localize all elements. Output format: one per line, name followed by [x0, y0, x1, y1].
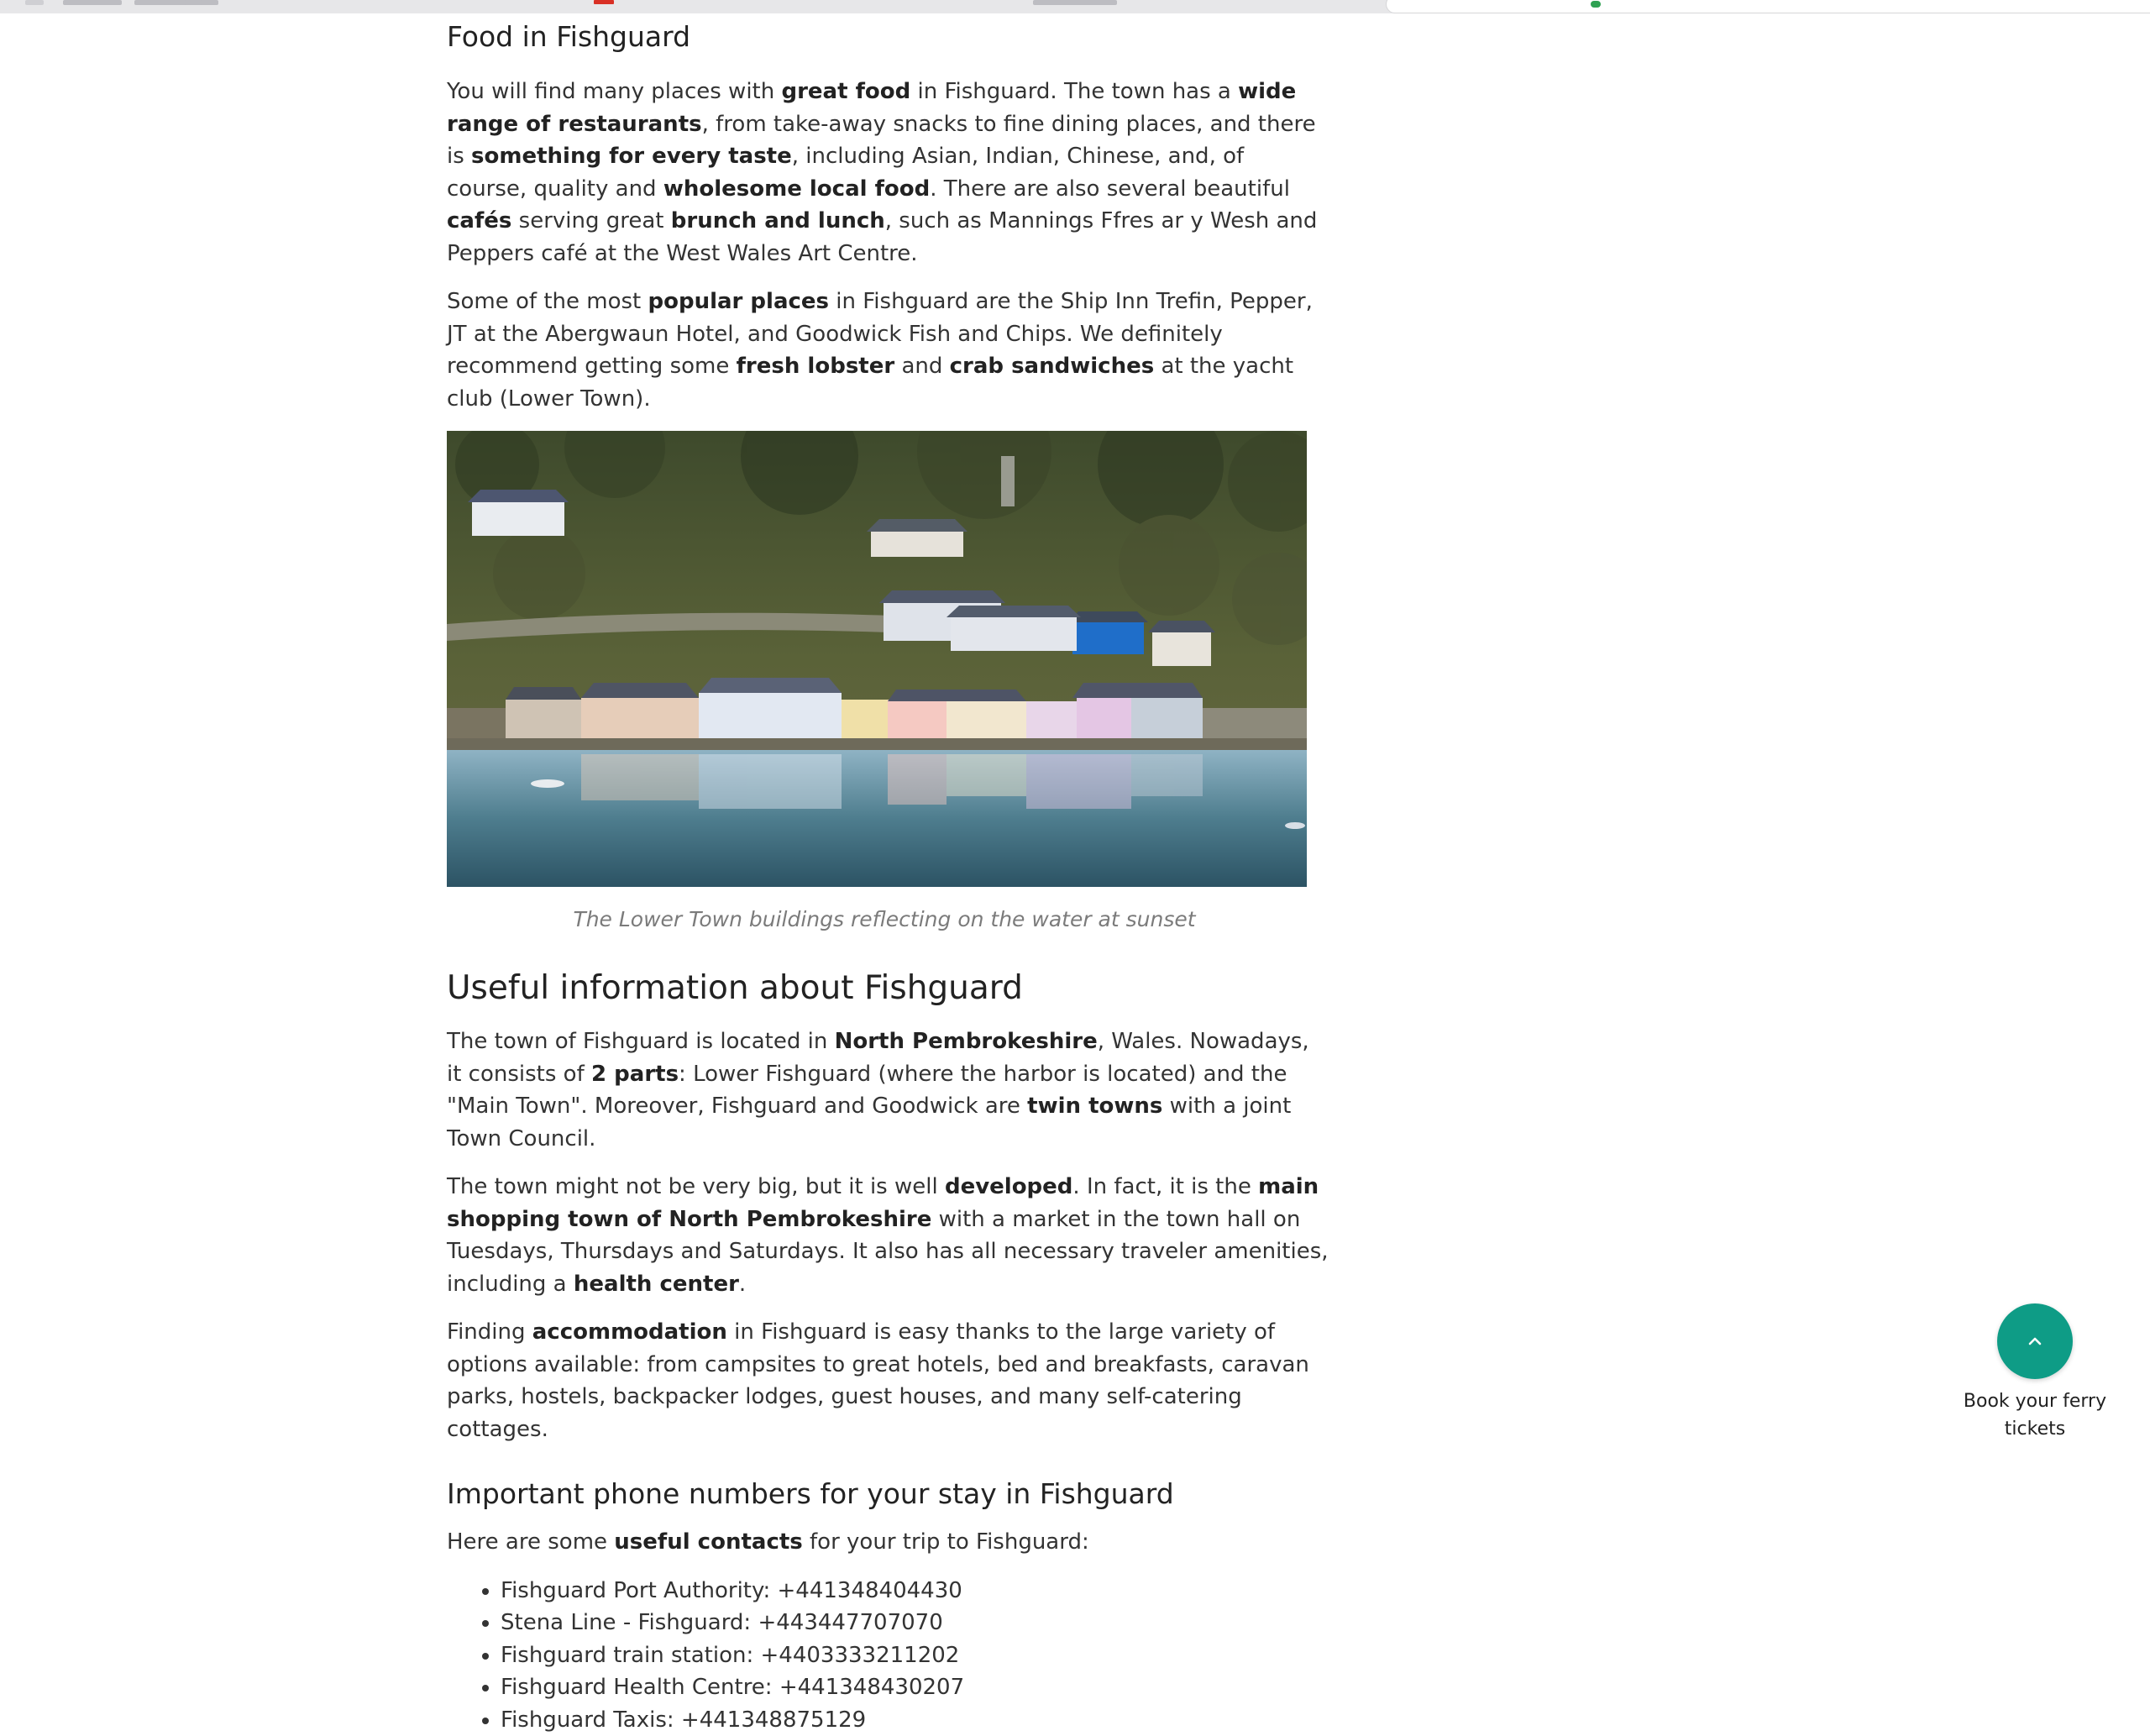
food-heading: Food in Fishguard — [447, 13, 1329, 60]
body-text: in Fishguard. The town has a — [910, 79, 1238, 104]
body-text: , including Asian, Indian, Chinese, and, of course, quality and — [447, 144, 1244, 202]
body-text: . In fact, it is the — [1072, 1174, 1258, 1199]
emphasis-text: great food — [781, 79, 910, 104]
body-text: : Lower Fishguard (where the harbor is located) and the "Main Town". Moreover, Fishguard and Goodwick are — [447, 1062, 1287, 1120]
emphasis-text: crab sandwiches — [950, 354, 1155, 379]
body-text: . — [739, 1272, 746, 1297]
emphasis-text: fresh lobster — [737, 354, 895, 379]
contact-item: • Fishguard Taxis: +441348875129 — [501, 1704, 1329, 1736]
useful-paragraph-1 — [447, 1025, 1329, 1155]
site-status-icon — [1591, 1, 1601, 8]
emphasis-text: wide range of restaurants — [447, 79, 1296, 137]
contact-item: • Fishguard train station: +4403333211202 — [501, 1639, 1329, 1672]
body-text: with a market in the town hall on Tuesdays, Thursdays and Saturdays. It also has all necessary traveler amenities, including a — [447, 1207, 1329, 1297]
photo-caption: The Lower Town buildings reflecting on the water at sunset — [447, 907, 1322, 931]
tab-favicon-icon — [594, 0, 614, 4]
emphasis-text: accommodation — [532, 1319, 727, 1345]
body-text: and — [894, 354, 949, 379]
body-text: serving great — [511, 208, 670, 233]
contacts-list — [447, 1575, 1329, 1736]
emphasis-text: something for every taste — [471, 144, 792, 169]
emphasis-text: popular places — [648, 289, 830, 314]
body-text: , from take-away snacks to fine dining places, and there is — [447, 112, 1316, 170]
contact-item: • Fishguard Health Centre: +441348430207 — [501, 1671, 1329, 1704]
body-text: You will find many places with — [447, 79, 781, 104]
body-text: with a joint Town Council. — [447, 1094, 1291, 1151]
emphasis-text: brunch and lunch — [671, 208, 885, 233]
contact-item: • Stena Line - Fishguard: +443447707070 — [501, 1607, 1329, 1639]
contact-item: • Fishguard Port Authority: +441348404430 — [501, 1575, 1329, 1608]
browser-tab[interactable] — [25, 0, 44, 5]
lower-town-photo — [447, 431, 1307, 887]
emphasis-text: developed — [945, 1174, 1072, 1199]
body-text: for your trip to Fishguard: — [803, 1529, 1089, 1555]
scroll-to-top-button[interactable] — [1997, 1303, 2073, 1379]
emphasis-text: twin towns — [1027, 1094, 1162, 1119]
body-text: Here are some — [447, 1529, 614, 1555]
useful-info-heading: Useful information about Fishguard — [447, 963, 1329, 1014]
body-text: in Fishguard are the Ship Inn Trefin, Pepper, JT at the Abergwaun Hotel, and Goodwick Fish and Chips. We definitely recommend getting some — [447, 289, 1313, 379]
useful-paragraph-2 — [447, 1171, 1329, 1300]
useful-paragraph-3 — [447, 1316, 1329, 1445]
book-ferry-tickets-link[interactable]: Book your ferry tickets — [1948, 1387, 2121, 1443]
body-text: in Fishguard is easy thanks to the large variety of options available: from campsites to great hotels, bed and breakfasts, caravan parks, hostels, backpacker lodges, guest houses, and many self-catering cottages. — [447, 1319, 1309, 1442]
body-text: The town might not be very big, but it is well — [447, 1174, 945, 1199]
body-text: Some of the most — [447, 289, 648, 314]
phone-numbers-heading: Important phone numbers for your stay in Fishguard — [447, 1471, 1329, 1518]
emphasis-text: North Pembrokeshire — [835, 1029, 1098, 1054]
browser-tab-strip — [0, 0, 2150, 13]
emphasis-text: useful contacts — [614, 1529, 802, 1555]
emphasis-text: main shopping town of North Pembrokeshire — [447, 1174, 1319, 1232]
chevron-up-icon — [2022, 1332, 2048, 1351]
body-text: . There are also several beautiful — [930, 176, 1290, 202]
browser-tab[interactable] — [1033, 0, 1117, 5]
lower-town-photo-illustration — [447, 431, 1307, 887]
emphasis-text: cafés — [447, 208, 511, 233]
food-paragraph-1 — [447, 76, 1329, 270]
browser-tab[interactable] — [63, 0, 122, 5]
emphasis-text: health center — [574, 1272, 739, 1297]
browser-tab[interactable] — [134, 0, 218, 5]
emphasis-text: wholesome local food — [663, 176, 930, 202]
article-content — [447, 13, 1329, 1736]
address-bar[interactable] — [1386, 0, 2150, 13]
food-paragraph-2 — [447, 286, 1329, 415]
body-text: at the yacht club (Lower Town). — [447, 354, 1293, 412]
body-text: , such as Mannings Ffres ar y Wesh and Peppers café at the West Wales Art Centre. — [447, 208, 1317, 266]
body-text: The town of Fishguard is located in — [447, 1029, 835, 1054]
emphasis-text: 2 parts — [591, 1062, 679, 1087]
phone-intro — [447, 1526, 1329, 1559]
browser-tab[interactable] — [185, 0, 202, 5]
body-text: , Wales. Nowadays, it consists of — [447, 1029, 1309, 1087]
body-text: Finding — [447, 1319, 532, 1345]
